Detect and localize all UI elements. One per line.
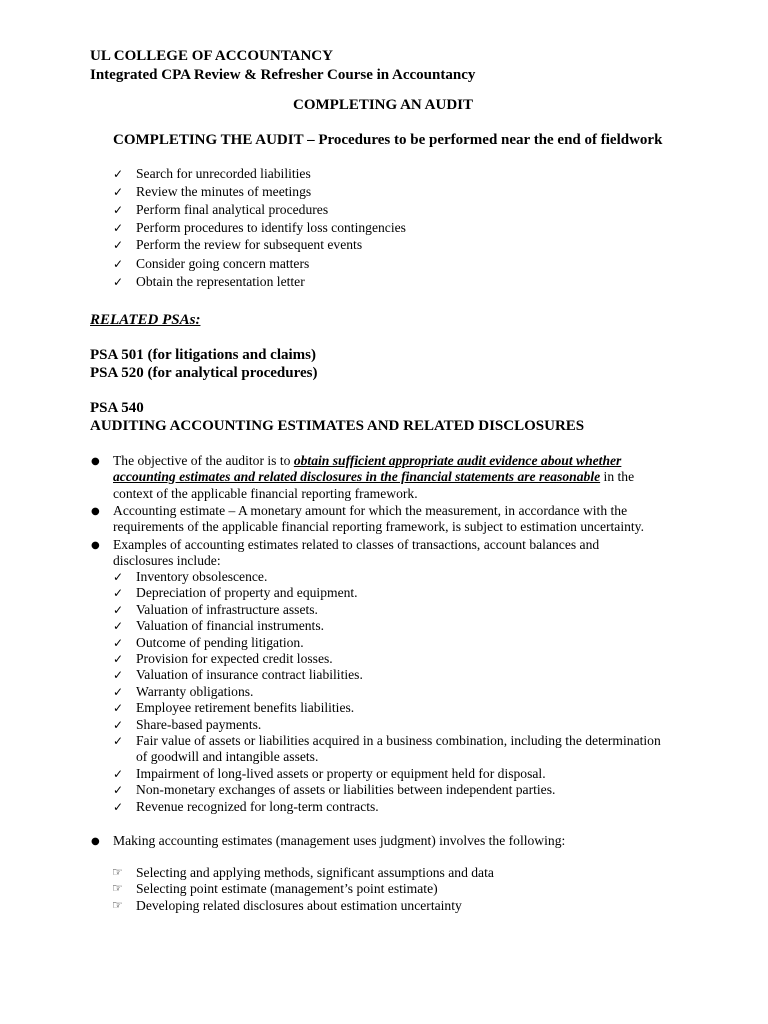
bullet-icon: ● [91,506,100,517]
bullet-icon: ● [91,456,100,467]
check-mark-icon: ✓ [113,203,124,217]
check-mark-icon: ✓ [113,800,124,814]
pointing-hand-icon: ☞ [112,898,123,912]
check-mark-icon: ✓ [113,619,124,633]
check-mark-icon: ✓ [113,636,124,650]
document-page: UL COLLEGE OF ACCOUNTANCY Integrated CPA Review & Refresher Course in Accountancy COMPLETING AN AUDIT COMPLETING THE AUDIT – Procedures to be performed near the end of fieldwork ✓ Search for unrecorded liabilities ✓ Review the minutes of meetings ✓ Perform final analytical procedures ✓ Perform procedures to identify loss contingencies ✓ Perform the review for subsequent events ✓ Consider going concern matters ✓ Obtain the representation letter RELATED PSAs: PSA 501 (for litigations and claims) PSA 520 (for analytical procedures) PSA 540 AUDITING ACCOUNTING ESTIMATES AND RELATED DISCLOSURES ● The objective of the auditor is to obtain sufficient appropriate audit evidence about whether accounting estimates and related disclosures in the financial statements are reasonable in the context of the applicable financial reporting framework. ● Accounting estimate – A monetary amount for which the measurement, in accordance with the requirements of the applicable financial reporting framework, is subject to estimation uncertainty. ● Examples of accounting estimates related to classes of transactions, account balances and disclosures include: ✓ Inventory obsolescence. ✓ Depreciation of property and equipment. ✓ Valuation of infrastructure assets. ✓ Valuation of financial instruments. ✓ Outcome of pending litigation. ✓ Provision for expected credit losses. ✓ Valuation of insurance contract liabilities. ✓ Warranty obligations. ✓ Employee retirement benefits liabilities. ✓ Share-based payments. ✓ Fair value of assets or liabilities acquired in a business combination, including the determination of goodwill and intangible assets. ✓ Impairment of long-lived assets or property or equipment held for disposal. ✓ Non-monetary exchanges of assets or liabilities between independent parties. ✓ Revenue recognized for long-term contracts. ● Making accounting estimates (management uses judgment) involves the following: ☞ Selecting and applying methods, significant assumptions and data ☞ Selecting point estimate (management’s point estimate) ☞ Developing related disclosures about estimation uncertainty [90,48,663,913]
page-title: COMPLETING AN AUDIT [293,97,474,113]
check-mark-icon: ✓ [113,167,124,181]
check-mark-icon: ✓ [113,275,124,289]
objective-emphasis: accounting estimates and related disclosures in the financial statements are reasonable [113,469,601,484]
bullet-icon: ● [91,540,100,551]
course-name: Integrated CPA Review & Refresher Course in Accountancy [90,67,476,83]
psa-501: PSA 501 (for litigations and claims) [90,347,316,363]
pointing-hand-icon: ☞ [112,865,123,879]
check-mark-icon: ✓ [113,668,124,682]
check-mark-icon: ✓ [113,783,124,797]
psa-520: PSA 520 (for analytical procedures) [90,365,318,381]
related-psas-heading: RELATED PSAs: [90,312,201,328]
check-mark-icon: ✓ [113,586,124,600]
check-mark-icon: ✓ [113,185,124,199]
check-mark-icon: ✓ [113,685,124,699]
check-mark-icon: ✓ [113,221,124,235]
check-mark-icon: ✓ [113,257,124,271]
school-name: UL COLLEGE OF ACCOUNTANCY [90,48,333,64]
check-mark-icon: ✓ [113,652,124,666]
check-mark-icon: ✓ [113,603,124,617]
objective-emphasis: obtain sufficient appropriate audit evidence about whether [293,453,622,468]
check-mark-icon: ✓ [113,701,124,715]
check-mark-icon: ✓ [113,734,124,748]
completing-heading: COMPLETING THE AUDIT – Procedures to be performed near the end of fieldwork [113,132,663,148]
check-mark-icon: ✓ [113,570,124,584]
pointing-hand-icon: ☞ [112,881,123,895]
bullet-icon: ● [91,836,100,847]
check-mark-icon: ✓ [113,767,124,781]
psa-540-title: AUDITING ACCOUNTING ESTIMATES AND RELATED DISCLOSURES [90,418,585,434]
check-mark-icon: ✓ [113,718,124,732]
psa-540-number: PSA 540 [90,400,144,416]
check-mark-icon: ✓ [113,238,124,252]
